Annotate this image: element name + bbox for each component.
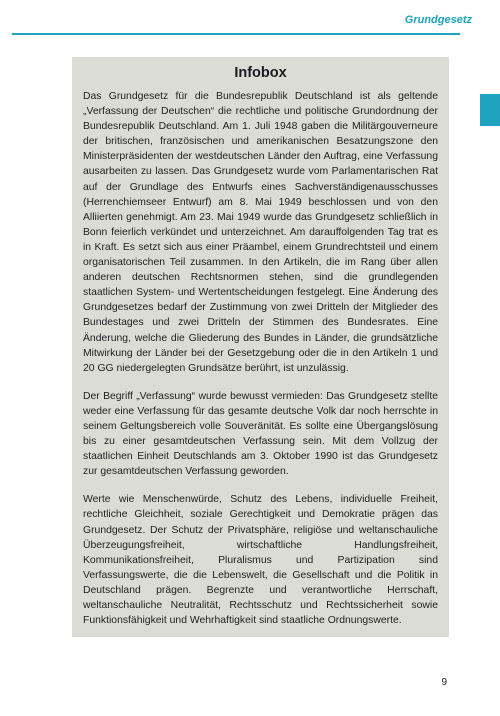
infobox [72,57,449,637]
chapter-tab-marker [480,94,500,126]
infobox-paragraph-2: Der Begriff „Verfassung“ wurde bewusst vermieden: Das Grundgesetz stellte weder eine Verfassung für das gesamte deutsche Volk dar noch herrschte in seinem Geltungsbereich volle Souveränität. Es sollte eine Übergangslösung bis zu einer gesamtdeutschen Verfassung sein. Mit dem Vollzug der staatlichen Einheit Deutschlands am 3. Oktober 1990 ist das Grundgesetz zur gesamtdeutschen Verfassung geworden. [83,390,438,478]
section-title: Grundgesetz [404,14,472,26]
infobox-paragraph-3: Werte wie Menschenwürde, Schutz des Lebens, individuelle Freiheit, rechtliche Gleichheit, soziale Gerechtigkeit und Demokratie prägen das Grundgesetz. Der Schutz der Privatsphäre, religiöse und weltanschauliche Überzeugungsfreiheit, wirtschaftliche Handlungsfreiheit, Kommunikationsfreiheit, Pluralismus und Partizipation sind Verfassungswerte, die die Lebenswelt, die Gesellschaft und die Politik in Deutschland prägen. Begrenzte und verantwortliche Herrschaft, weltanschauliche Neutralität, Rechtsschutz und Rechtssicherheit sowie Funktionsfähigkeit und Wehrhaftigkeit sind staatliche Ordnungswerte. [83,494,438,627]
page-number: 9 [441,677,447,688]
header-divider [12,33,460,35]
infobox-title: Infobox [234,65,287,81]
infobox-paragraph-1: Das Grundgesetz für die Bundesrepublik Deutschland ist als geltende „Verfassung der Deutschen“ die rechtliche und politische Grundordnung der Bundesrepublik Deutschland. Am 1. Juli 1948 gaben die Militärgouverneure der britischen, französischen und amerikanischen Besatzungszone den Ministerpräsidenten der westdeutschen Länder den Auftrag, eine Verfassung ausarbeiten zu lassen. Das Grundgesetz wurde vom Parlamentarischen Rat auf der Grundlage des Entwurfs eines Sachverständigenausschusses (Herrenchiemseer Entwurf) am 8. Mai 1949 beschlossen und von den Alliierten genehmigt. Am 23. Mai 1949 wurde das Grundgesetz schließlich in Bonn feierlich verkündet und unterzeichnet. Am darauffolgenden Tag trat es in Kraft. Es setzt sich aus einer Präambel, einem Grundrechtsteil und einem organisatorischen Teil zusammen. In den Artikeln, die im Rang über allen anderen deutschen Rechtsnormen stehen, sind die grundlegenden staatlichen System- und Wertentscheidungen festgelegt. Eine Änderung des Grundgesetzes bedarf der Zustimmung von zwei Dritteln der Mitglieder des Bundestages und zwei Dritteln der Stimmen des Bundesrates. Eine Änderung, welche die Gliederung des Bundes in Länder, die grundsätzliche Mitwirkung der Länder bei der Gesetzgebung oder die in den Artikeln 1 und 20 GG niedergelegten Grundsätze berührt, ist unzulässig. [83,91,438,374]
